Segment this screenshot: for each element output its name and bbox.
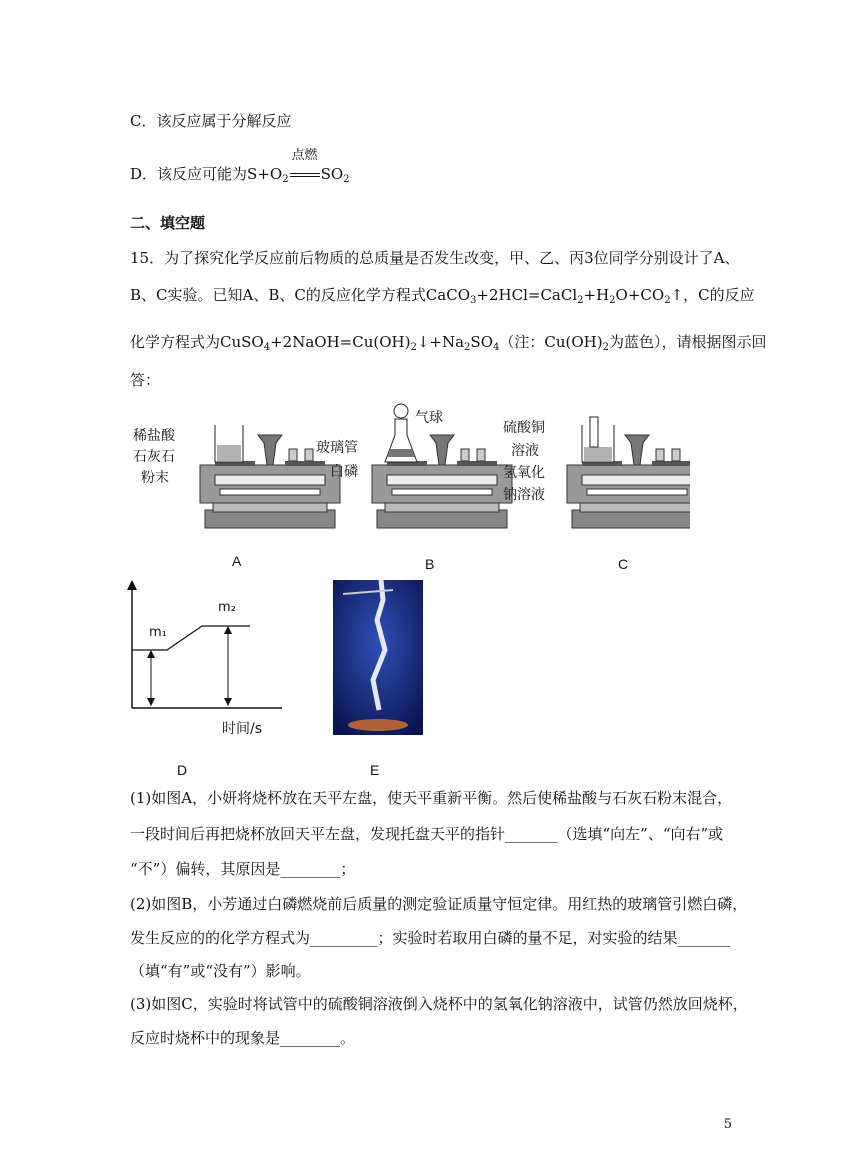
sub2-line1: (2)如图B，小芳通过白磷燃烧前后质量的测定验证质量守恒定律。用红热的玻璃管引燃白磷， [130, 895, 748, 913]
balance-figures [130, 400, 690, 535]
q15-line4: 答： [130, 371, 161, 389]
sub3-line2: 反应时烧杯中的现象是________。 [130, 1029, 356, 1047]
caption-d: D [177, 762, 188, 778]
graph-label-m2: m₂ [218, 600, 236, 615]
fig-b-label-2: 玻璃管 [316, 440, 358, 456]
section-title: 二、填空题 [130, 214, 206, 232]
fig-c-label-3: 氢氧化 [503, 465, 545, 481]
sub3-line1: (3)如图C，实验时将试管中的硫酸铜溶液倒入烧杯中的氢氧化钠溶液中，试管仍然放回烧杯， [130, 995, 748, 1013]
caption-e: E [370, 762, 380, 778]
figure-e-photo [333, 580, 423, 735]
sub2-line2: 发生反应的的化学方程式为_________；实验时若取用白磷的量不足，对实验的结果_______ [130, 929, 731, 947]
fig-b-label-3: 白磷 [330, 464, 358, 480]
equation-reactants: S+O [247, 165, 283, 183]
caption-b: B [425, 556, 435, 572]
sub1-line2: 一段时间后再把烧杯放回天平左盘，发现托盘天平的指针_______（选填“向左”、“向右”或 [130, 825, 724, 843]
equation-product: SO [320, 165, 344, 183]
sub1-line1: (1)如图A，小妍将烧杯放在天平左盘，使天平重新平衡。然后使稀盐酸与石灰石粉末混合， [130, 789, 733, 807]
caption-c: C [618, 556, 629, 572]
caption-a: A [232, 553, 242, 569]
q15-line1: 15．为了探究化学反应前后物质的总质量是否发生改变，甲、乙、丙3位同学分别设计了A、 [130, 249, 740, 267]
option-c: C．该反应属于分解反应 [130, 112, 292, 130]
fig-b-label-1: 气球 [415, 410, 443, 426]
option-d-text: D．该反应可能为 [130, 165, 248, 183]
graph-label-m1: m₁ [149, 625, 167, 640]
graph-xlabel: 时间/s [222, 721, 263, 737]
q15-line3: 化学方程式为$CuSO_4+2NaOH=Cu(OH)_2↓+Na_2SO_4$（注：$Cu(OH)_2$为蓝色），请根据图示回 [130, 333, 767, 353]
fig-c-label-1: 硫酸铜 [503, 420, 545, 436]
q15-line2: B、C实验。已知A、B、C的反应化学方程式$CaCO_3+2HCl=CaCl_2+H_2O+CO_2↑$，C的反应 [130, 286, 755, 306]
reaction-condition: 点燃 [289, 165, 321, 183]
figure-c-balance [567, 417, 690, 528]
sub2-line3: （填“有”或“没有”）影响。 [130, 962, 311, 980]
fig-a-label-3: 粉末 [141, 470, 169, 486]
option-d: D．该反应可能为$S+O_2$ 点燃 $SO_2$ [130, 148, 350, 185]
figure-d-graph [122, 578, 292, 718]
fig-c-label-2: 溶液 [511, 443, 539, 459]
fig-a-label-2: 石灰石 [133, 449, 175, 465]
fig-c-label-4: 钠溶液 [503, 487, 545, 503]
fig-a-label-1: 稀盐酸 [133, 428, 175, 444]
sub1-line3: “不”）偏转，其原因是________； [130, 860, 356, 878]
page-number: 5 [723, 1117, 732, 1132]
